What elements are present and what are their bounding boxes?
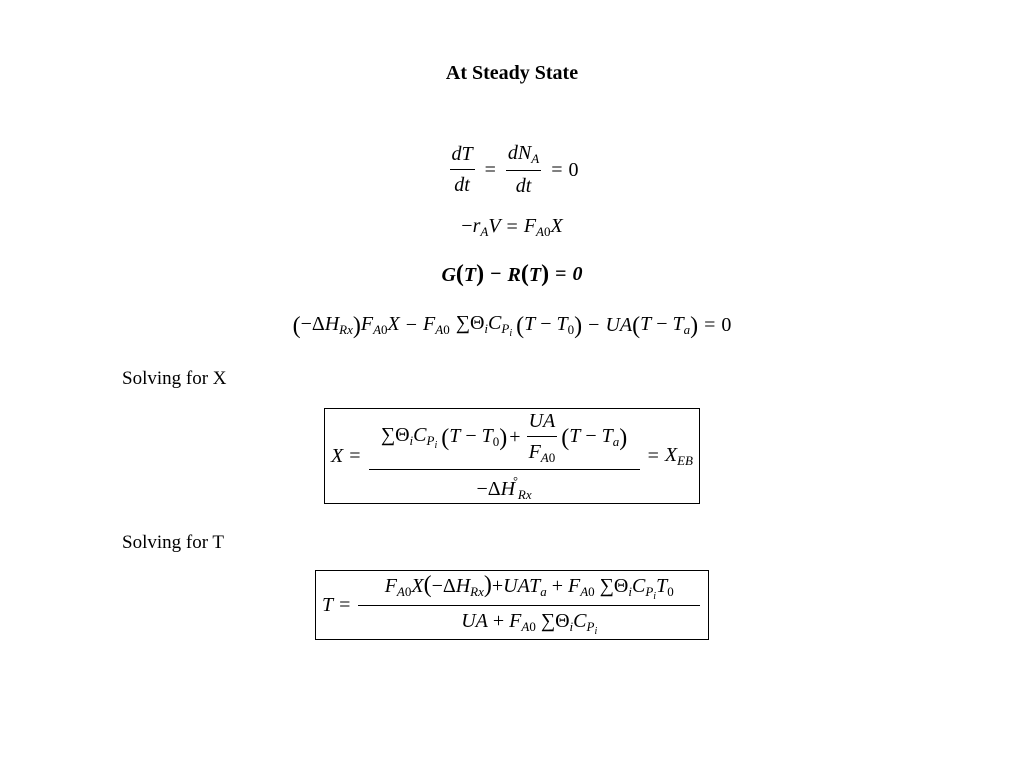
slide-title: At Steady State <box>445 62 579 84</box>
equation-solution-t <box>0 570 1024 640</box>
label-solving-for-t: Solving for T <box>122 532 225 553</box>
equation-energy-balance: ( $-\Delta H_{Rx}$ ) $F_{A0}X$ − $F_{A0}$ $\sum\Theta_iC_{P_i}$ ( $T - T_0$ ) − UA ( $T - T_a$ ) = 0 <box>292 312 732 339</box>
equation-solution-x <box>0 408 1024 504</box>
equation-mole-balance: $-r_AV$ = $F_{A0}X$ <box>461 215 563 239</box>
equation-steady-state-derivatives: $\frac{dT}{dt}$ = $\frac{dN_A}{dt}$ = 0 <box>451 142 579 197</box>
label-solving-for-x: Solving for X <box>122 368 227 389</box>
solution-x-box: X = $\sum\Theta_iC_{P_i}$ ( $T - T_0$ ) + $\frac{UA}{F_{A0}}$ ( $T - T_a$ ) $-\Delta H^\circ_{Rx}$ = $X_{EB}$ <box>324 408 700 504</box>
solution-t-box: T = $\frac{F_{A0}X(-\Delta H_{Rx})+UAT_a + F_{A0} \sum\Theta_iC_{P_i}T_0}{UA + F_{A0} \sum\Theta_iC_{P_i}}$ <box>315 570 709 640</box>
equation-heat-balance: G(T) − R(T) = 0 <box>441 261 583 287</box>
